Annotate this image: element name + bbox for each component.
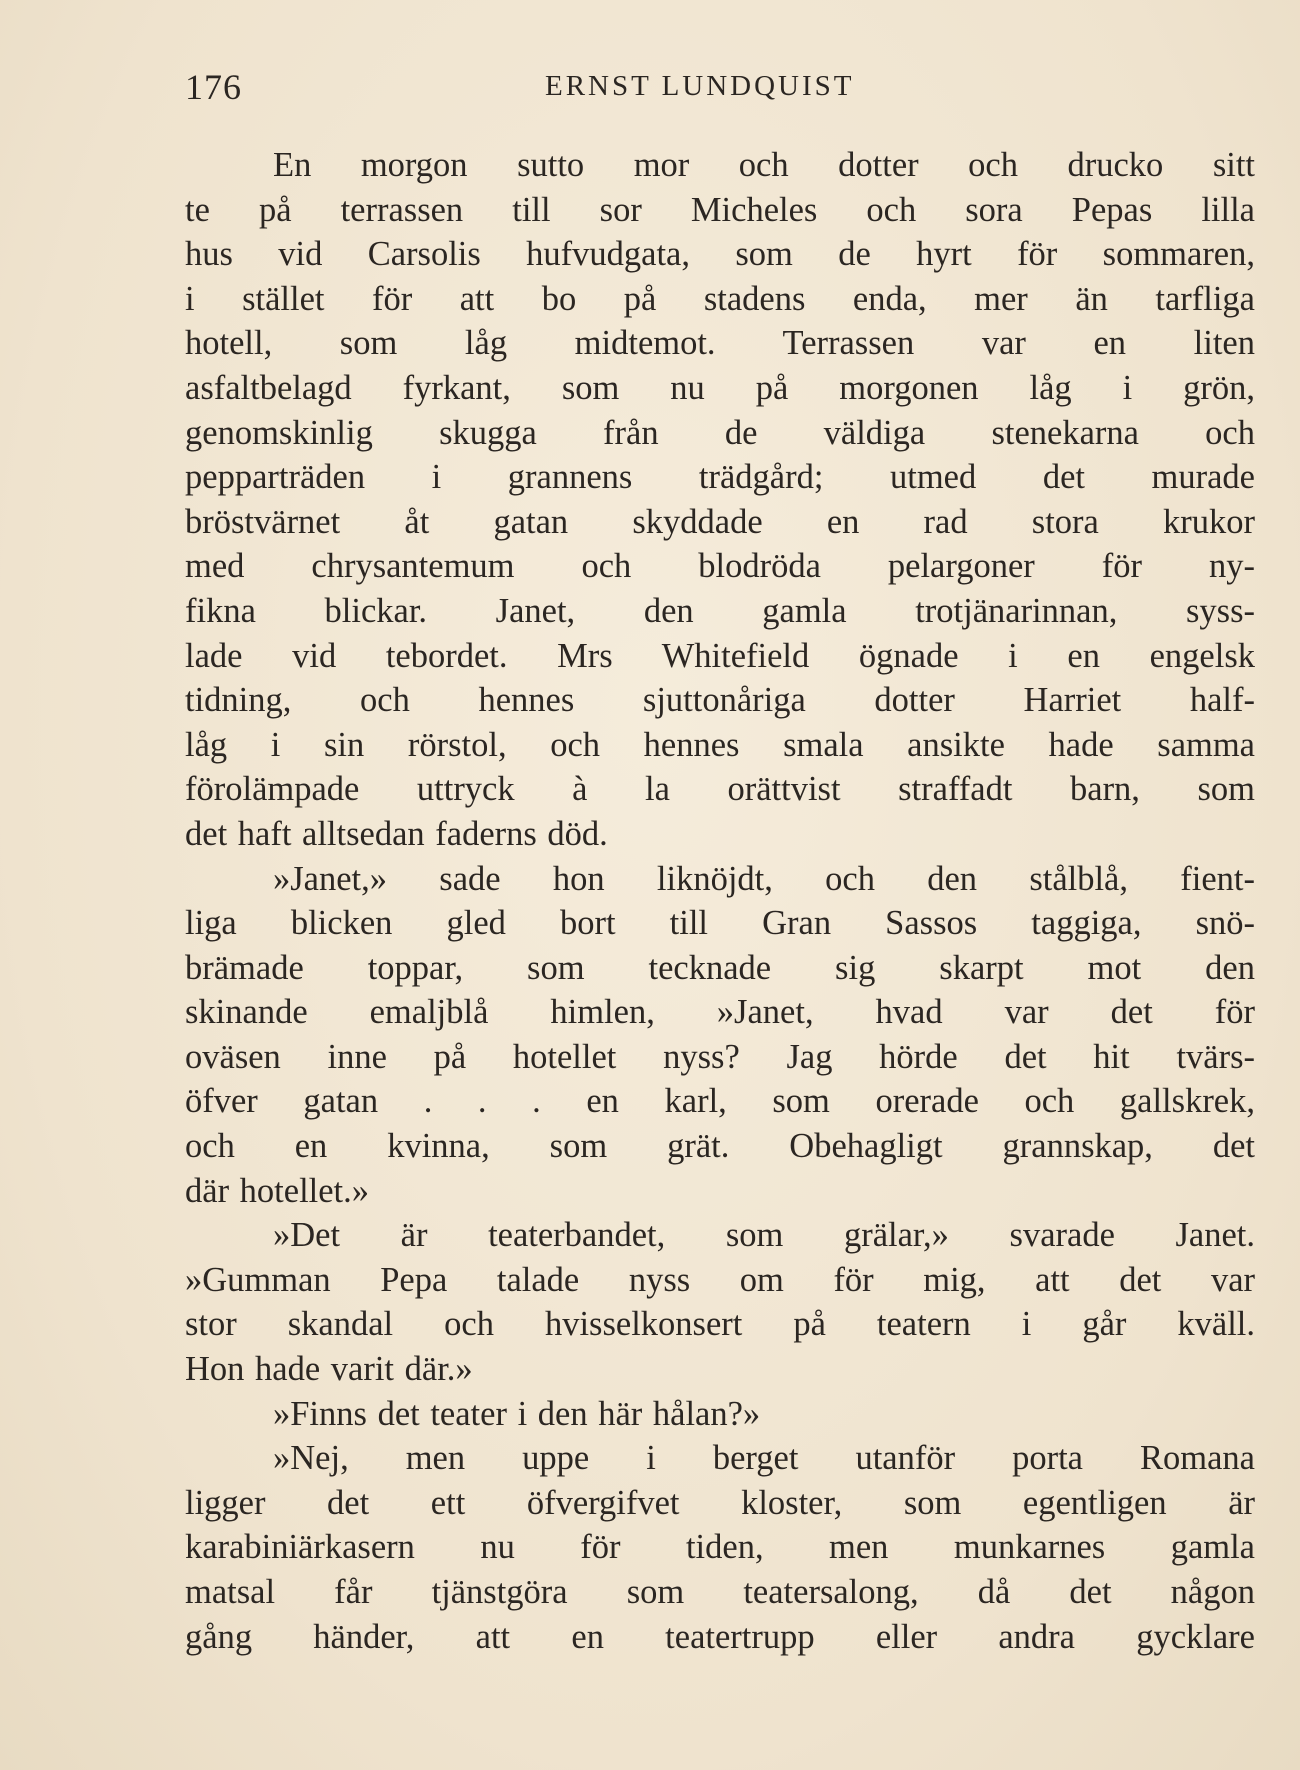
text-line: Hon hade varit där.»	[185, 1350, 473, 1389]
text-line: skinande emaljblå himlen, »Janet, hvad var det för	[185, 993, 1255, 1032]
body-text	[185, 143, 1255, 1659]
text-line: med chrysantemum och blodröda pelargoner för ny-	[185, 547, 1255, 586]
text-line: stor skandal och hvisselkonsert på teatern i går kväll.	[185, 1305, 1255, 1344]
text-line: där hotellet.»	[185, 1171, 370, 1210]
text-line: ligger det ett öfvergifvet kloster, som egentligen är	[185, 1483, 1255, 1522]
text-line: öfver gatan . . . en karl, som orerade och gallskrek,	[185, 1082, 1255, 1121]
text-line: tidning, och hennes sjuttonåriga dotter Harriet half-	[185, 681, 1255, 720]
text-line: bröstvärnet åt gatan skyddade en rad stora krukor	[185, 502, 1255, 541]
text-line: liga blicken gled bort till Gran Sassos taggiga, snö-	[185, 904, 1255, 943]
text-line: det haft alltsedan faderns död.	[185, 814, 608, 853]
text-line: hus vid Carsolis hufvudgata, som de hyrt för sommaren,	[185, 235, 1255, 274]
running-head	[185, 62, 1255, 112]
text-line: karabiniärkasern nu för tiden, men munkarnes gamla	[185, 1528, 1255, 1567]
text-line: pepparträden i grannens trädgård; utmed det murade	[185, 458, 1255, 497]
text-line: i stället för att bo på stadens enda, mer än tarfliga	[185, 279, 1255, 318]
text-line: te på terrassen till sor Micheles och sora Pepas lilla	[185, 190, 1255, 229]
text-line: genomskinlig skugga från de väldiga stenekarna och	[185, 413, 1255, 452]
running-title: ERNST LUNDQUIST	[545, 70, 855, 102]
text-line: »Janet,» sade hon liknöjdt, och den stålblå, fient-	[273, 859, 1255, 898]
text-line: oväsen inne på hotellet nyss? Jag hörde det hit tvärs-	[185, 1037, 1255, 1076]
text-line: »Finns det teater i den här hålan?»	[273, 1394, 761, 1433]
text-line: asfaltbelagd fyrkant, som nu på morgonen låg i grön,	[185, 368, 1255, 407]
text-line: matsal får tjänstgöra som teatersalong, då det någon	[185, 1573, 1255, 1611]
text-line: hotell, som låg midtemot. Terrassen var en liten	[185, 324, 1255, 363]
text-line: brämade toppar, som tecknade sig skarpt mot den	[185, 948, 1255, 987]
text-line: »Gumman Pepa talade nyss om för mig, att det var	[185, 1260, 1255, 1299]
text-line: lade vid tebordet. Mrs Whitefield ögnade i en engelsk	[185, 636, 1255, 675]
text-line: En morgon sutto mor och dotter och drucko sitt	[273, 146, 1255, 184]
page-number: 176	[185, 67, 242, 107]
text-line: fikna blickar. Janet, den gamla trotjänarinnan, syss-	[185, 591, 1255, 630]
text-line: »Nej, men uppe i berget utanför porta Romana	[273, 1439, 1255, 1478]
text-line: förolämpade uttryck à la orättvist straffadt barn, som	[185, 770, 1255, 809]
text-line: låg i sin rörstol, och hennes smala ansikte hade samma	[185, 725, 1255, 764]
text-line: gång händer, att en teatertrupp eller andra gycklare	[185, 1617, 1255, 1656]
text-line: »Det är teaterbandet, som grälar,» svarade Janet.	[273, 1216, 1255, 1255]
text-line: och en kvinna, som grät. Obehagligt grannskap, det	[185, 1127, 1255, 1166]
